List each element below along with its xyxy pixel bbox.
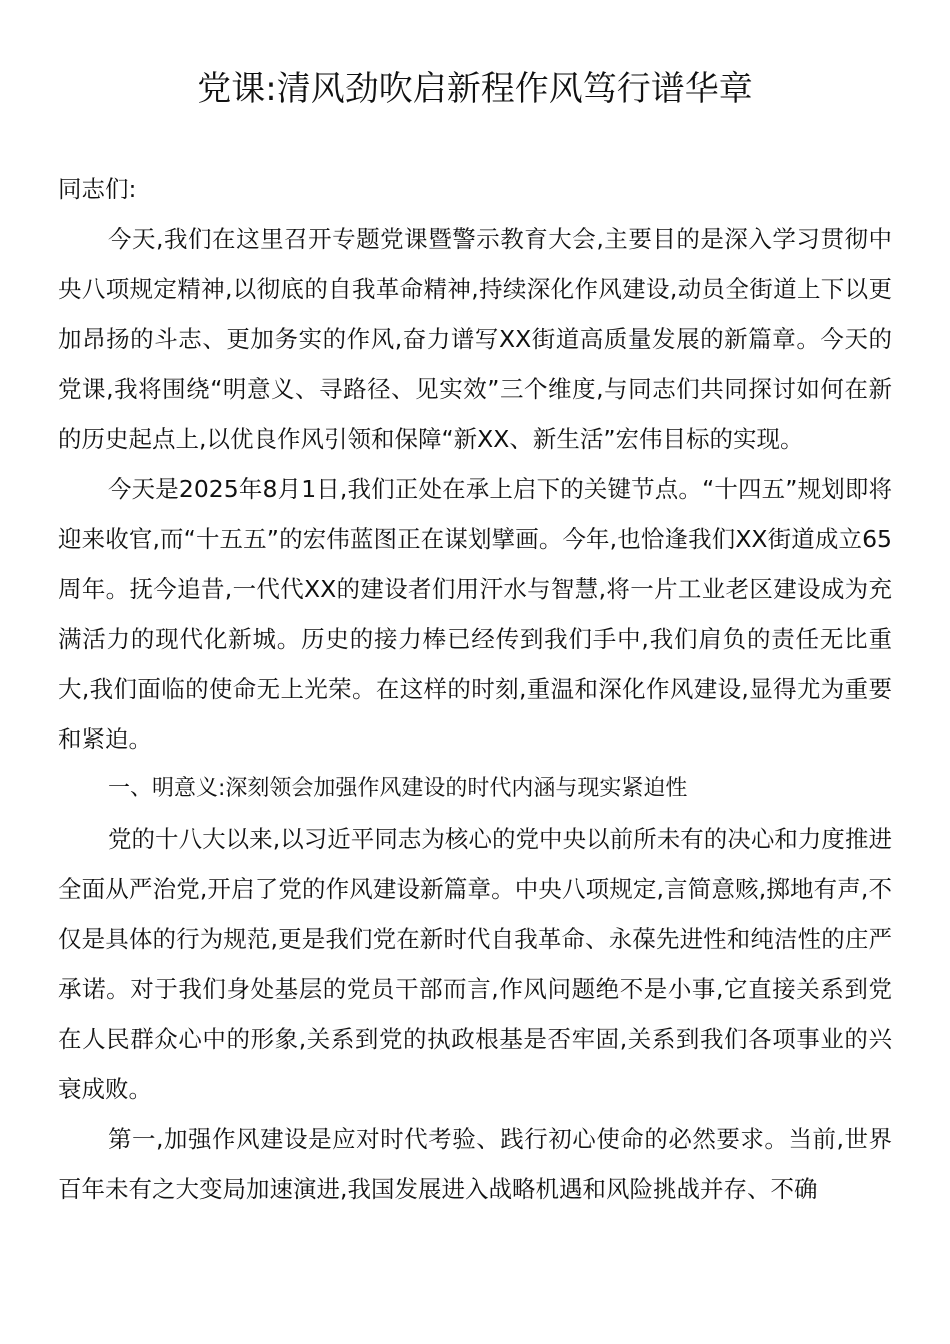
document-body [58,164,892,1214]
paragraph-context: 今天是2025年8月1日,我们正处在承上启下的关键节点。“十四五”规划即将迎来收官,而“十五五”的宏伟蓝图正在谋划擘画。今年,也恰逢我们XX街道成立65周年。抚今追昔,一代代XX的建设者们用汗水与智慧,将一片工业老区建设成为充满活力的现代化新城。历史的接力棒已经传到我们手中,我们肩负的责任无比重大,我们面临的使命无上光荣。在这样的时刻,重温和深化作风建设,显得尤为重要和紧迫。 [58,475,892,753]
document-title: 党课:清风劲吹启新程作风笃行谱华章 [197,69,753,109]
paragraph-point-1: 第一,加强作风建设是应对时代考验、践行初心使命的必然要求。当前,世界百年未有之大变局加速演进,我国发展进入战略机遇和风险挑战并存、不确 [58,1125,892,1203]
paragraph-intro: 今天,我们在这里召开专题党课暨警示教育大会,主要目的是深入学习贯彻中央八项规定精神,以彻底的自我革命精神,持续深化作风建设,动员全街道上下以更加昂扬的斗志、更加务实的作风,奋力谱写XX街道高质量发展的新篇章。今天的党课,我将围绕“明意义、寻路径、见实效”三个维度,与同志们共同探讨如何在新的历史起点上,以优良作风引领和保障“新XX、新生活”宏伟目标的实现。 [58,225,892,453]
section-heading-1: 一、明意义:深刻领会加强作风建设的时代内涵与现实紧迫性 [108,776,688,801]
paragraph-significance: 党的十八大以来,以习近平同志为核心的党中央以前所未有的决心和力度推进全面从严治党,开启了党的作风建设新篇章。中央八项规定,言简意赅,掷地有声,不仅是具体的行为规范,更是我们党在新时代自我革命、永葆先进性和纯洁性的庄严承诺。对于我们身处基层的党员干部而言,作风问题绝不是小事,它直接关系到党在人民群众心中的形象,关系到党的执政根基是否牢固,关系到我们各项事业的兴衰成败。 [58,825,892,1103]
salutation: 同志们: [58,175,137,203]
